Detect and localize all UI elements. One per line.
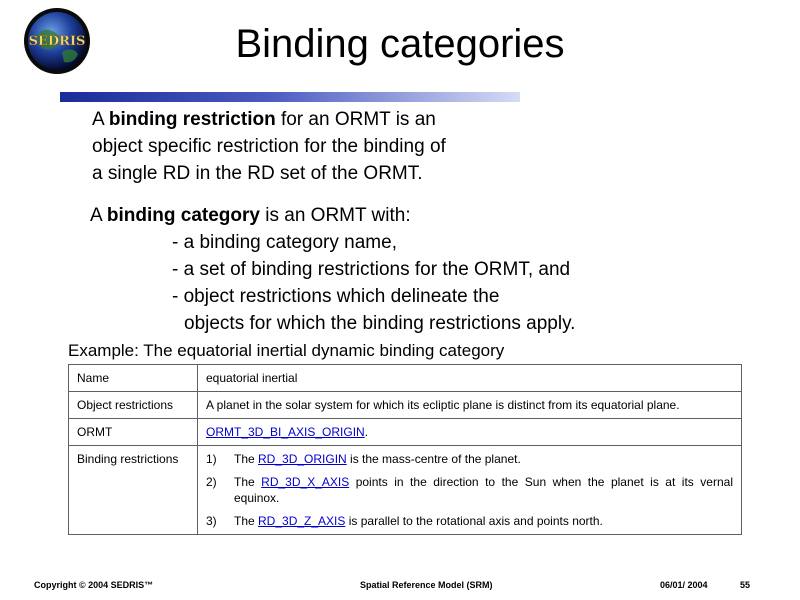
- list-item: 2) The RD_3D_X_AXIS points in the direction to the Sun when the planet is at its vernal equinox.: [206, 475, 733, 505]
- bullet-item: - a binding category name,: [172, 232, 397, 253]
- restriction-list: [206, 451, 733, 529]
- item-number: 3): [206, 514, 217, 528]
- bullet-continuation: objects for which the binding restrictions apply.: [184, 313, 576, 334]
- definition-line: A binding restriction for an ORMT is an: [92, 109, 436, 130]
- bullet-item: - object restrictions which delineate the: [172, 286, 500, 307]
- slide-title: Binding categories: [235, 22, 565, 66]
- rd-origin-link[interactable]: RD_3D_ORIGIN: [258, 452, 347, 466]
- row-value: equatorial inertial: [198, 365, 742, 392]
- list-item: 3) The RD_3D_Z_AXIS is parallel to the rotational axis and points north.: [206, 514, 603, 528]
- definition-line: object specific restriction for the binding of: [92, 136, 446, 157]
- list-item: 1) The RD_3D_ORIGIN is the mass-centre of the planet.: [206, 452, 521, 466]
- term-binding-category: binding category: [106, 205, 260, 226]
- table-row: [69, 365, 742, 392]
- definition-line: A binding category is an ORMT with:: [90, 205, 411, 226]
- row-label: Name: [69, 365, 198, 392]
- row-label: Binding restrictions: [69, 446, 198, 535]
- item-number: 2): [206, 475, 217, 489]
- binding-category-definition: [90, 202, 710, 337]
- rd-x-axis-link[interactable]: RD_3D_X_AXIS: [261, 475, 350, 489]
- definition-line: a single RD in the RD set of the ORMT.: [92, 163, 423, 184]
- bullet-item: - a set of binding restrictions for the ORMT, and: [172, 259, 571, 280]
- footer-date: 06/01/ 2004: [660, 580, 708, 590]
- item-number: 1): [206, 452, 217, 466]
- logo-text: SEDRIS: [28, 34, 86, 49]
- table-row: [69, 446, 742, 535]
- table-row: [69, 392, 742, 419]
- example-caption: Example: The equatorial inertial dynamic binding category: [68, 341, 505, 360]
- binding-category-table: [68, 364, 742, 535]
- title-underline-bar: [60, 92, 520, 102]
- binding-restriction-definition: [92, 106, 652, 187]
- row-value: ORMT_3D_BI_AXIS_ORIGIN.: [198, 419, 742, 446]
- row-value: [198, 446, 742, 535]
- table-row: [69, 419, 742, 446]
- row-label: ORMT: [69, 419, 198, 446]
- footer-title: Spatial Reference Model (SRM): [360, 580, 493, 590]
- ormt-link[interactable]: ORMT_3D_BI_AXIS_ORIGIN: [206, 425, 365, 439]
- term-binding-restriction: binding restriction: [108, 109, 276, 130]
- page-number: 55: [740, 580, 751, 590]
- footer-copyright: Copyright © 2004 SEDRIS™: [34, 580, 154, 590]
- row-label: Object restrictions: [69, 392, 198, 419]
- row-value: A planet in the solar system for which its ecliptic plane is distinct from its equatorial plane.: [198, 392, 742, 419]
- rd-z-axis-link[interactable]: RD_3D_Z_AXIS: [258, 514, 346, 528]
